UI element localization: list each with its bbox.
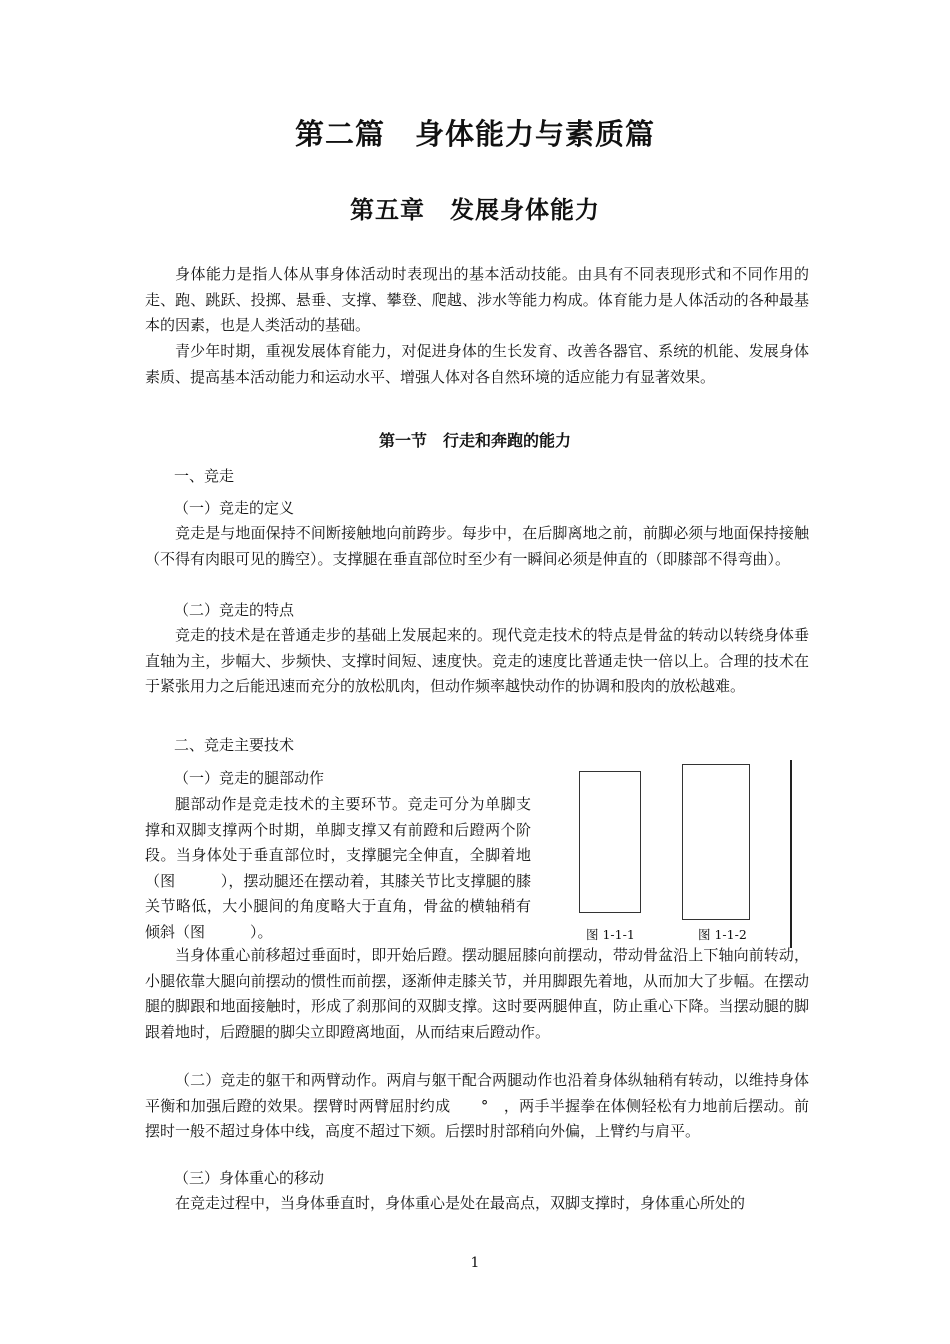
heading-definition: （一）竞走的定义 bbox=[174, 499, 295, 517]
figure-1-1-1-box bbox=[579, 771, 641, 913]
section-title: 第一节 行走和奔跑的能力 bbox=[378, 431, 571, 450]
intro-paragraph-2: 青少年时期，重视发展体育能力，对促进身体的生长发育、改善各器官、系统的机能、发展身体素质、提高基本活动能力和运动水平、增强人体对各自然环境的适应能力有显著效果。 bbox=[145, 342, 809, 386]
heading-features: （二）竞走的特点 bbox=[174, 601, 295, 619]
figure-1-1-2-caption: 图 1-1-2 bbox=[698, 927, 747, 942]
figure-1-1-2-box bbox=[682, 764, 750, 920]
heading-leg-action: （一）竞走的腿部动作 bbox=[174, 769, 325, 787]
center-of-gravity-paragraph: 在竞走过程中，当身体垂直时，身体重心是处在最高点，双脚支撑时，身体重心所处的 bbox=[175, 1194, 746, 1212]
margin-rule bbox=[790, 760, 792, 948]
figure-1-1-1-caption: 图 1-1-1 bbox=[586, 927, 635, 942]
heading-race-walking: 一、竞走 bbox=[174, 467, 235, 485]
heading-center-of-gravity: （三）身体重心的移动 bbox=[174, 1169, 325, 1187]
part-title: 第二篇 身体能力与素质篇 bbox=[294, 117, 655, 151]
definition-paragraph: 竞走是与地面保持不间断接触地向前跨步。每步中，在后脚离地之前，前脚必须与地面保持接触（不得有肉眼可见的腾空）。支撑腿在垂直部位时至少有一瞬间必须是伸直的（即膝部不得弯曲）。 bbox=[145, 524, 809, 568]
intro-paragraph-1: 身体能力是指人体从事身体活动时表现出的基本活动技能。由具有不同表现形式和不同作用的走、跑、跳跃、投掷、悬垂、支撑、攀登、爬越、涉水等能力构成。体育能力是人体活动的各种最基本的因素，也是人类活动的基础。 bbox=[145, 265, 809, 334]
features-paragraph: 竞走的技术是在普通走步的基础上发展起来的。现代竞走技术的特点是骨盆的转动以转绕身体垂直轴为主，步幅大、步频快、支撑时间短、速度快。竞走的速度比普通走快一倍以上。合理的技术在于紧张用力之后能迅速而充分的放松肌肉，但动作频率越快动作的协调和股肉的放松越难。 bbox=[145, 626, 809, 695]
chapter-title: 第五章 发展身体能力 bbox=[350, 196, 600, 224]
trunk-arm-paragraph: （二）竞走的躯干和两臂动作。两肩与躯干配合两腿动作也沿着身体纵轴稍有转动，以维持身体平衡和加强后蹬的效果。摆臂时两臂屈肘约成 ° ，两手半握拳在体侧轻松有力地前后摆动。前摆时一般不超过身体中线，高度不超过下颏。后摆时肘部稍向外偏，上臂约与肩平。 bbox=[145, 1071, 809, 1140]
heading-main-technique: 二、竞走主要技术 bbox=[174, 736, 295, 754]
page-number: 1 bbox=[470, 1255, 480, 1271]
push-off-paragraph: 当身体重心前移超过垂面时，即开始后蹬。摆动腿屈膝向前摆动，带动骨盆沿上下轴向前转动，小腿依靠大腿向前摆动的惯性而前摆，逐渐伸走膝关节，并用脚跟先着地，从而加大了步幅。在摆动腿的脚跟和地面接触时，形成了刹那间的双脚支撑。这时要两腿伸直，防止重心下降。当摆动腿的脚跟着地时，后蹬腿的脚尖立即蹬离地面，从而结束后蹬动作。 bbox=[145, 946, 809, 1041]
leg-action-paragraph: 腿部动作是竞走技术的主要环节。竞走可分为单脚支撑和双脚支撑两个时期，单脚支撑又有前蹬和后蹬两个阶段。当身体处于垂直部位时，支撑腿完全伸直，全脚着地（图 ），摆动腿还在摆动着，其膝关节比支撑腿的膝关节略低，大小腿间的角度略大于直角，骨盆的横轴稍有倾斜（图 ）。 bbox=[145, 795, 531, 941]
